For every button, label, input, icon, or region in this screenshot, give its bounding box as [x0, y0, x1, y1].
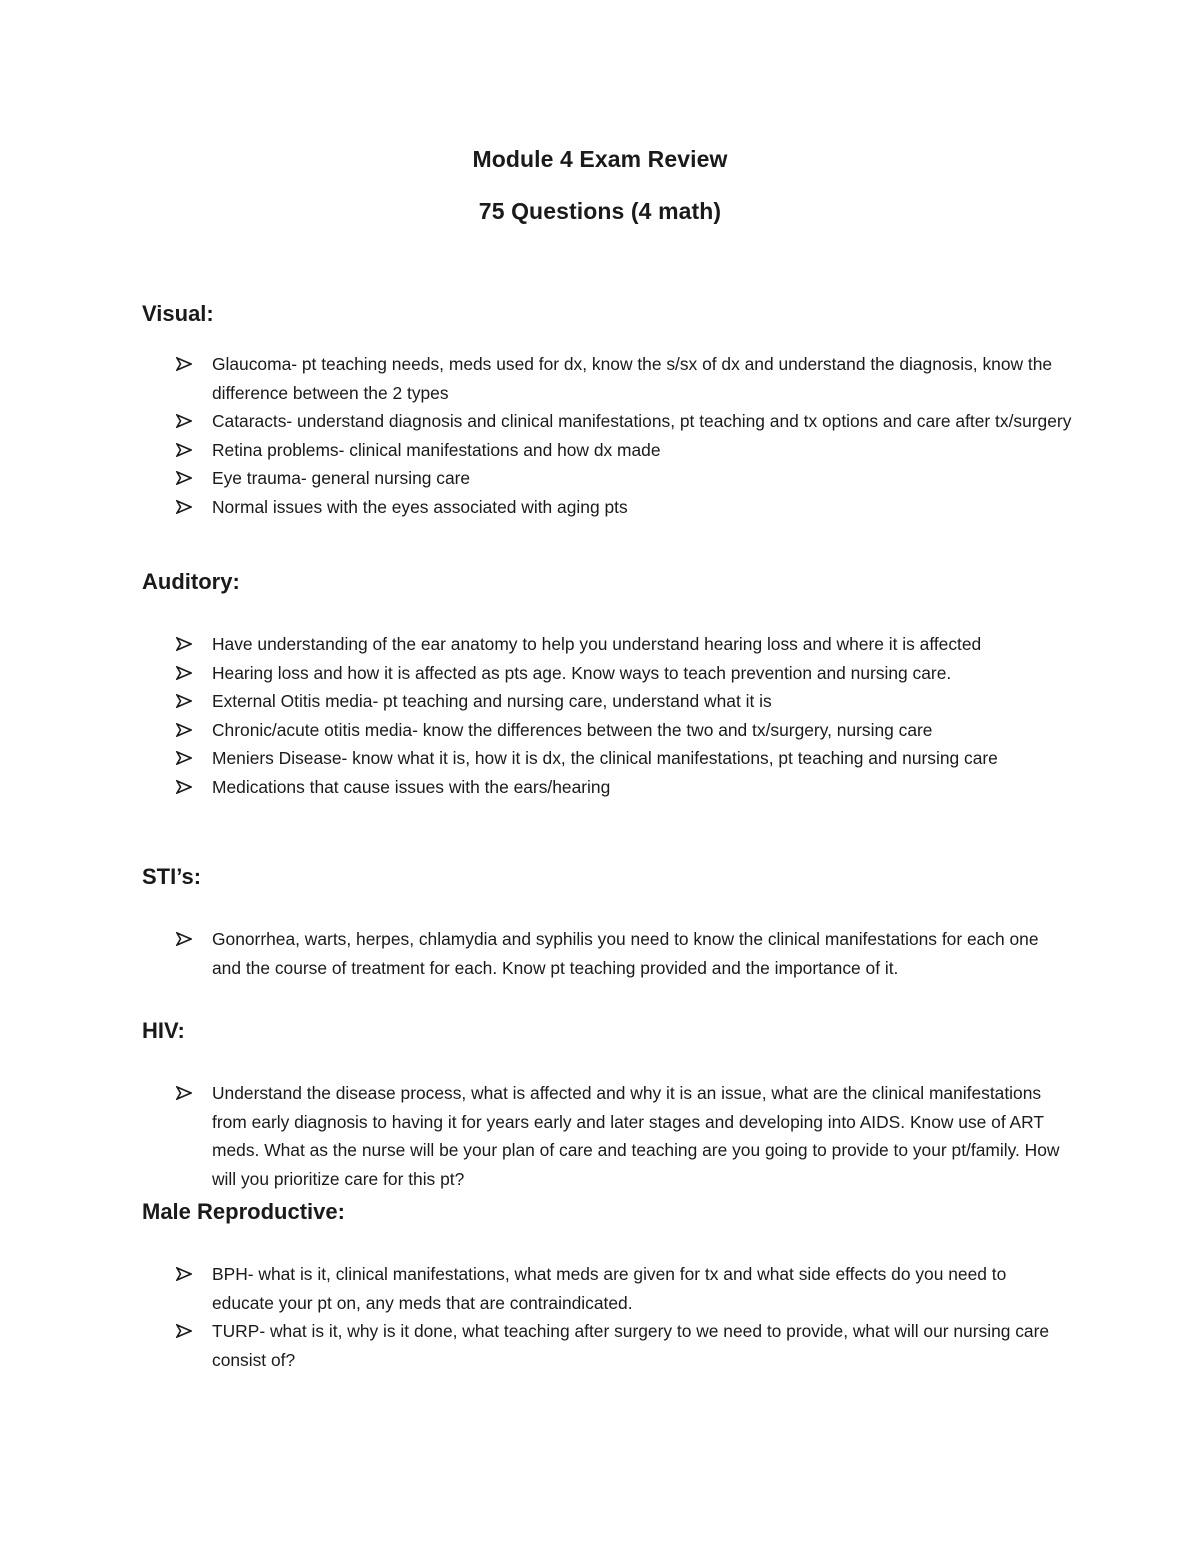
- list-item: [142, 493, 1072, 522]
- list-item-text: Glaucoma- pt teaching needs, meds used for dx, know the s/sx of dx and understand the diagnosis, know the difference between the 2 types: [212, 354, 1053, 403]
- list-item: [142, 773, 1072, 802]
- list-item: [142, 1260, 1072, 1317]
- section-heading: HIV:: [142, 1018, 185, 1043]
- section-heading: STI’s:: [142, 864, 202, 889]
- list-item-text: BPH- what is it, clinical manifestations, what meds are given for tx and what side effects do you need to educate your pt on, any meds that are contraindicated.: [212, 1264, 1007, 1313]
- arrow-bullet-icon: [176, 637, 192, 651]
- list-item: [142, 407, 1072, 436]
- arrow-bullet-icon: [176, 666, 192, 680]
- list-item: [142, 436, 1072, 465]
- bullet-list: [142, 1260, 1072, 1374]
- document-title: Module 4 Exam Review: [472, 146, 728, 172]
- arrow-bullet-icon: [176, 1267, 192, 1281]
- list-item: [142, 630, 1072, 659]
- arrow-bullet-icon: [176, 932, 192, 946]
- list-item-text: Cataracts- understand diagnosis and clinical manifestations, pt teaching and tx options and care after tx/surgery: [212, 411, 1072, 431]
- bullet-list: [142, 925, 1072, 982]
- arrow-bullet-icon: [176, 471, 192, 485]
- list-item-text: Have understanding of the ear anatomy to help you understand hearing loss and where it is affected: [212, 634, 982, 654]
- list-item-text: Medications that cause issues with the ears/hearing: [212, 776, 611, 797]
- arrow-bullet-icon: [176, 780, 192, 794]
- bullet-list: [142, 630, 1072, 801]
- list-item-text: Normal issues with the eyes associated with aging pts: [212, 496, 628, 517]
- section-heading: Auditory:: [142, 569, 240, 594]
- list-item: [142, 925, 1072, 982]
- list-item-text: TURP- what is it, why is it done, what teaching after surgery to we need to provide, what will our nursing care consist of?: [212, 1321, 1050, 1370]
- arrow-bullet-icon: [176, 694, 192, 708]
- arrow-bullet-icon: [176, 751, 192, 765]
- list-item-text: Meniers Disease- know what it is, how it is dx, the clinical manifestations, pt teaching and nursing care: [212, 748, 998, 768]
- arrow-bullet-icon: [176, 723, 192, 737]
- list-item-text: Chronic/acute otitis media- know the differences between the two and tx/surgery, nursing care: [212, 719, 933, 740]
- section-male-reproductive: [142, 1198, 1072, 1374]
- list-item-text: Eye trauma- general nursing care: [212, 468, 471, 488]
- list-item: [142, 464, 1072, 493]
- list-item-text: Understand the disease process, what is affected and why it is an issue, what are the clinical manifestations from early diagnosis to having it for years early and later stages and developing into AIDS. Know use of ART meds. What as the nurse will be your plan of care and teaching are you going to provide to your pt/family. How will you prioritize care for this pt?: [212, 1083, 1060, 1189]
- section-hiv: [142, 1017, 1072, 1193]
- section-visual: [142, 300, 1072, 521]
- list-item: [142, 659, 1072, 688]
- list-item-text: Retina problems- clinical manifestations and how dx made: [212, 439, 661, 460]
- bullet-list: [142, 350, 1072, 521]
- section-heading: Visual:: [142, 301, 214, 326]
- list-item-text: External Otitis media- pt teaching and nursing care, understand what it is: [212, 691, 772, 711]
- arrow-bullet-icon: [176, 1324, 192, 1338]
- list-item: [142, 350, 1072, 407]
- document-subtitle: 75 Questions (4 math): [478, 198, 722, 224]
- section-heading: Male Reproductive:: [142, 1199, 345, 1224]
- list-item-text: Gonorrhea, warts, herpes, chlamydia and syphilis you need to know the clinical manifestations for each one and the course of treatment for each. Know pt teaching provided and the importance of it.: [212, 929, 1039, 978]
- arrow-bullet-icon: [176, 500, 192, 514]
- arrow-bullet-icon: [176, 414, 192, 428]
- section-stis: [142, 863, 1072, 982]
- arrow-bullet-icon: [176, 443, 192, 457]
- list-item: [142, 1079, 1072, 1193]
- list-item: [142, 744, 1072, 773]
- list-item: [142, 716, 1072, 745]
- arrow-bullet-icon: [176, 357, 192, 371]
- bullet-list: [142, 1079, 1072, 1193]
- arrow-bullet-icon: [176, 1086, 192, 1100]
- section-auditory: [142, 568, 1072, 801]
- list-item-text: Hearing loss and how it is affected as pts age. Know ways to teach prevention and nursing care.: [212, 662, 952, 683]
- list-item: [142, 1317, 1072, 1374]
- list-item: [142, 687, 1072, 716]
